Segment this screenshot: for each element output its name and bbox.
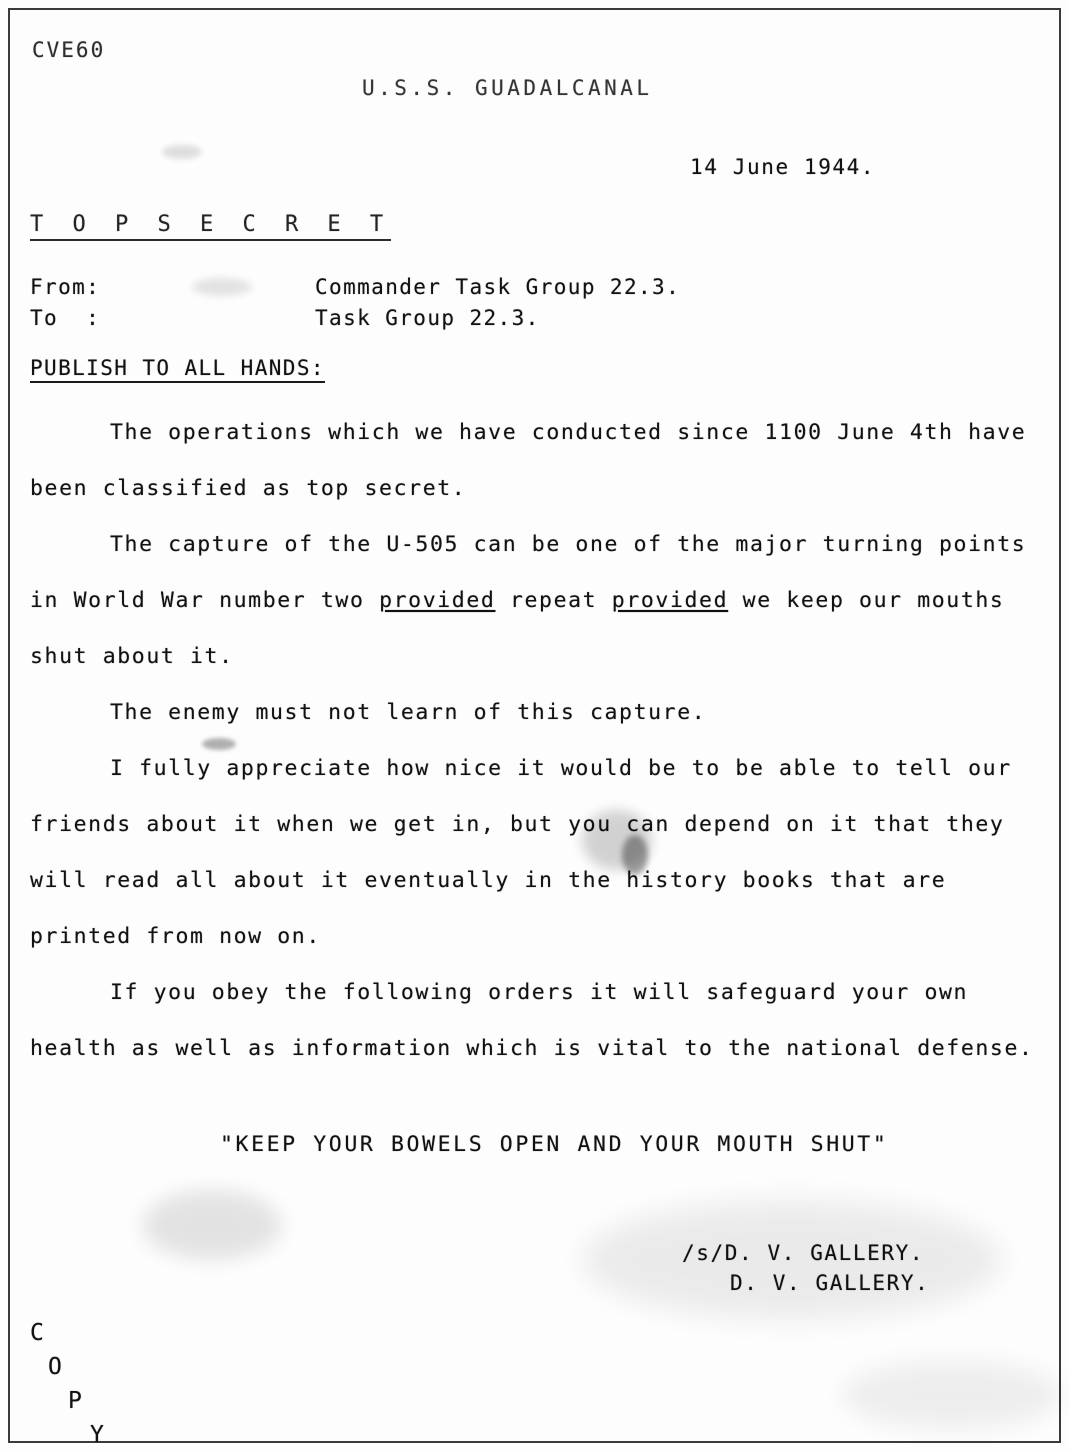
signature-line-2: D. V. GALLERY. xyxy=(730,1271,930,1295)
publish-heading: PUBLISH TO ALL HANDS: xyxy=(30,356,325,383)
paragraph-5: If you obey the following orders it will safeguard your own health as well as information which is vital to the national defense. xyxy=(30,980,1034,1061)
copy-stamp-letter-c: C xyxy=(30,1320,45,1346)
paragraph-2-part-a: The capture of the U-505 can be one of the major turning points in World War number two xyxy=(30,532,1027,613)
to-value: Task Group 22.3. xyxy=(315,306,540,330)
classification-heading: T O P S E C R E T xyxy=(30,212,391,241)
signature-block xyxy=(682,1238,929,1298)
signature-line-1: /s/D. V. GALLERY. xyxy=(682,1241,925,1265)
hull-number: CVE60 xyxy=(32,38,106,62)
from-row xyxy=(30,272,680,303)
paragraph-4: I fully appreciate how nice it would be to be able to tell our friends about it when we get in, but you can depend on it that they will read all about it eventually in the history books that are printed from now on. xyxy=(30,756,1012,949)
from-to-block xyxy=(30,272,680,334)
ship-name: U.S.S. GUADALCANAL xyxy=(362,76,653,100)
copy-stamp-letter-y: Y xyxy=(90,1422,105,1448)
to-row xyxy=(30,303,680,334)
to-label: To : xyxy=(30,306,101,330)
paragraph-2 xyxy=(30,517,1047,685)
from-value: Commander Task Group 22.3. xyxy=(315,275,681,299)
document-body xyxy=(22,20,1047,1448)
document-date: 14 June 1944. xyxy=(690,155,876,179)
scan-smudge xyxy=(162,145,202,159)
copy-stamp-letter-p: P xyxy=(68,1388,83,1414)
paragraph-2-part-c: we keep our mouths shut about it. xyxy=(30,588,1005,669)
scan-smudge xyxy=(842,1360,1062,1430)
copy-stamp xyxy=(30,1320,105,1448)
paragraph-1: The operations which we have conducted since 1100 June 4th have been classified as top secret. xyxy=(30,420,1027,501)
paragraph-2-underline-1: provided xyxy=(379,588,496,613)
paragraph-2-part-b: repeat xyxy=(495,588,612,613)
scan-smudge xyxy=(142,1190,282,1260)
slogan-quote: "KEEP YOUR BOWELS OPEN AND YOUR MOUTH SHUT" xyxy=(220,1132,889,1157)
paragraph-3: The enemy must not learn of this capture. xyxy=(110,700,707,725)
letter-body xyxy=(30,405,1047,1077)
paragraph-2-underline-2: provided xyxy=(611,588,729,613)
from-label: From: xyxy=(30,275,101,299)
copy-stamp-letter-o: O xyxy=(48,1354,63,1380)
